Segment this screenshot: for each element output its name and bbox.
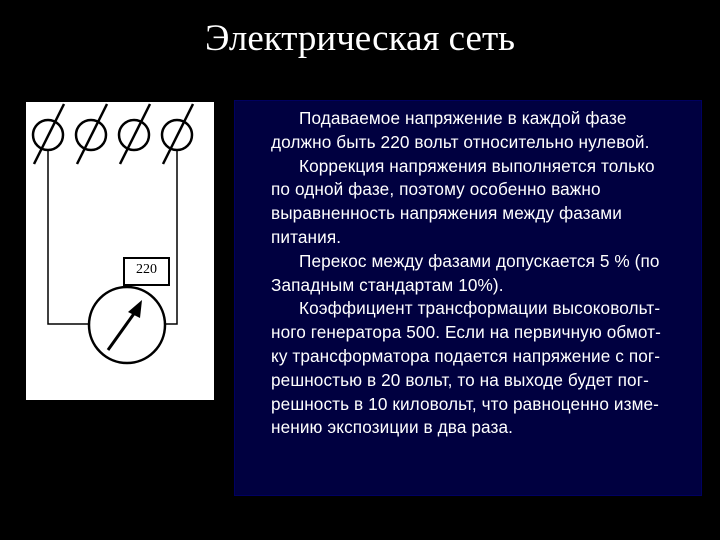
paragraph-line: Перекос между фазами допускается 5 % (по xyxy=(299,250,660,271)
phase-symbol-2 xyxy=(76,104,107,164)
paragraph-line: решность в 10 киловольт, что равноценно изме- xyxy=(271,393,660,414)
text-panel xyxy=(234,100,702,496)
paragraph-line: выравненность напряжения между фазами xyxy=(271,203,622,224)
paragraph-line: Западным стандартам 10%). xyxy=(271,274,504,295)
paragraph-line: ку трансформатора подается напряжение с пог- xyxy=(271,345,661,366)
paragraph-line: нению экспозиции в два раза. xyxy=(271,417,514,438)
voltmeter-circuit-svg xyxy=(26,102,214,400)
paragraph-line: по одной фазе, поэтому особенно важно xyxy=(271,179,601,200)
meter-label: 220 xyxy=(136,262,157,277)
paragraph-1 xyxy=(243,107,693,155)
paragraph-2 xyxy=(243,155,693,250)
paragraph-line: должно быть 220 вольт относительно нулевой. xyxy=(271,131,650,152)
paragraph-line: Коэффициент трансформации высоковольт- xyxy=(299,298,661,319)
paragraph-line: решностью в 20 вольт, то на выходе будет пог- xyxy=(271,369,649,390)
paragraph-line: Коррекция напряжения выполняется только xyxy=(299,155,655,176)
paragraph-line: Подаваемое напряжение в каждой фазе xyxy=(299,108,627,128)
paragraph-line: ного генератора 500. Если на первичную обмот- xyxy=(271,322,661,343)
circuit-diagram xyxy=(26,102,214,400)
phase-symbol-3 xyxy=(119,104,150,164)
paragraph-line: питания. xyxy=(271,226,342,247)
slide-title: Электрическая сеть xyxy=(204,18,516,59)
paragraph-4 xyxy=(243,297,693,440)
paragraph-3 xyxy=(243,250,693,298)
